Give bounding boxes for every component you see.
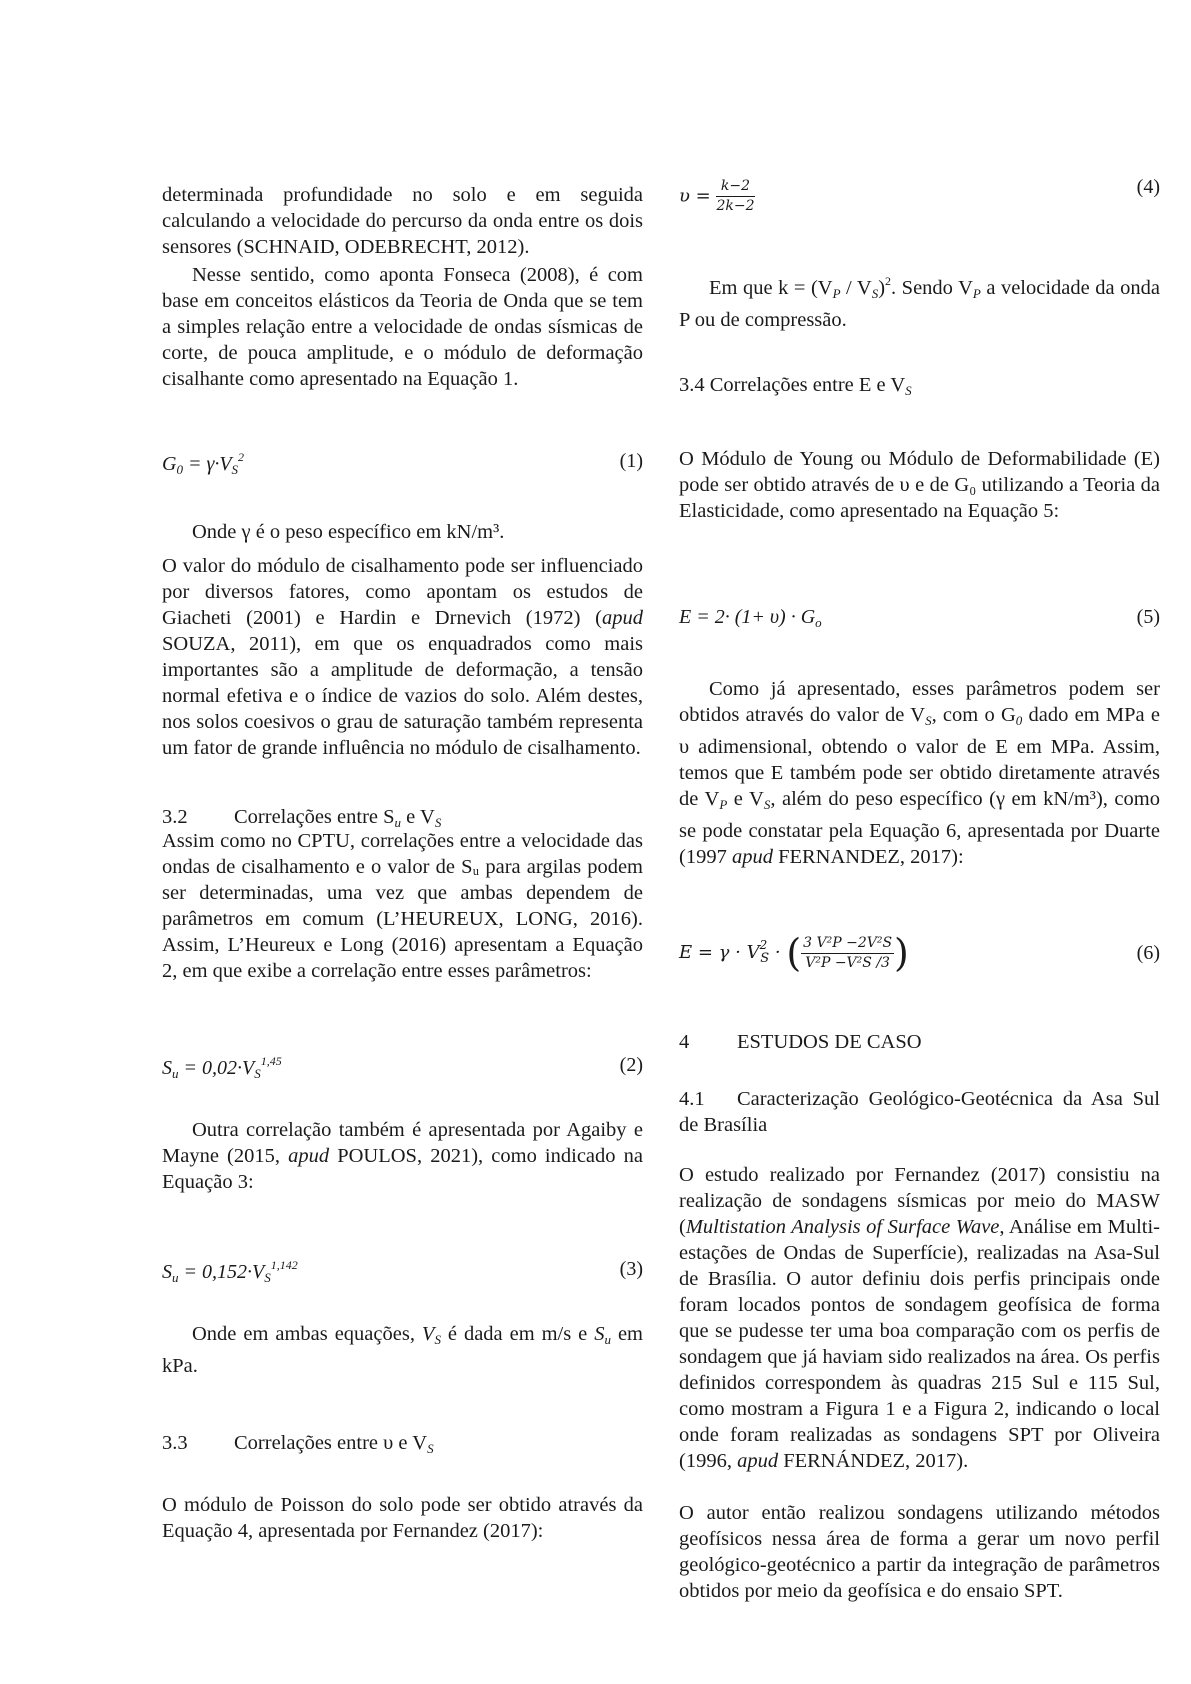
heading-3-3: 3.3 Correlações entre υ e $V_S$ (162, 1432, 434, 1456)
paragraph-left-4: O valor do módulo de cisalhamento pode ser influenciado por diversos fatores, como apontam os estudos de Giacheti (2001) e Hardin e Drnevich (1972) (apud SOUZA, 2011), em que os enquadrados como mais importantes são a amplitude de deformação, a tensão normal efetiva e o índice de vazios do solo. Além destes, nos solos coesivos o grau de saturação também representa um fator de grande influência no módulo de cisalhamento. (162, 555, 643, 759)
paragraph-left-2: Nesse sentido, como aponta Fonseca (2008), é com base em conceitos elásticos da Teoria de Onda que se tem a simples relação entre a velocidade de ondas sísmicas de corte, de pouca amplitude, e o módulo de deformação cisalhante como apresentado na Equação 1. (162, 264, 643, 390)
equation-1-number: (1) (619, 450, 643, 472)
equation-3-number: (3) (619, 1258, 643, 1280)
equation-4: υ = $\frac{k-2}{2k-2}$ (4) (679, 176, 1160, 214)
paragraph-right-2: O Módulo de Young ou Módulo de Deformabilidade (E) pode ser obtido através de υ e de G₀ utilizando a Teoria da Elasticidade, como apresentado na Equação 5: (679, 448, 1160, 522)
paragraph-left-3: Onde γ é o peso específico em kN/m³. (192, 521, 505, 543)
paragraph-left-7: Onde em ambas equações, $V_S$ é dada em m/s e $S_u$ em kPa. (162, 1323, 644, 1377)
equation-6-number: (6) (1136, 942, 1160, 964)
paragraph-right-3: Como já apresentado, esses parâmetros podem ser obtidos através do valor de $V_S$, com o $G_0$ dado em MPa e υ adimensional, obtendo o valor de E em MPa. Assim, temos que E também pode ser obtido diretamente através de $V_P$ e $V_S$, além do peso específico (γ em kN/m³), como se pode constatar pela Equação 6, apresentada por Duarte (1997 apud FERNANDEZ, 2017): (679, 678, 1160, 868)
equation-2: $S_u = 0,02\cdot V_S^{1,45}$ (2) (162, 1054, 643, 1081)
equation-2-number: (2) (619, 1054, 643, 1076)
equation-6: $E = \gamma \cdot V^2_S$ · ( $\frac{\text{3 V²P −2V²S}}{\text{V²P −V²S /3}}$ ) (6) (679, 931, 1160, 975)
equation-5-number: (5) (1136, 606, 1160, 628)
paragraph-left-5: Assim como no CPTU, correlações entre a velocidade das ondas de cisalhamento e o valor de Sᵤ para argilas podem ser determinadas, uma vez que ambas dependem de parâmetros em comum (L’HEUREUX, LONG, 2016). Assim, L’Heureux e Long (2016) apresentam a Equação 2, em que exibe a correlação entre esses parâmetros: (162, 830, 643, 982)
paragraph-left-6: Outra correlação também é apresentada por Agaiby e Mayne (2015, apud POULOS, 2021), como indicado na Equação 3: (162, 1119, 643, 1193)
heading-4-1: 4.1 Caracterização Geológico-Geotécnica da Asa Sul de Brasília (679, 1088, 1160, 1136)
heading-3-2: 3.2 Correlações entre $S_u$ e $V_S$ (162, 806, 442, 830)
heading-3-4: 3.4 Correlações entre E e $V_S$ (679, 374, 912, 398)
equation-5: $E = 2\cdot (1+ \upsilon) \cdot G_o$ (5) (679, 606, 1160, 630)
paragraph-left-8: O módulo de Poisson do solo pode ser obtido através da Equação 4, apresentada por Fernandez (2017): (162, 1494, 643, 1542)
paragraph-left-1: determinada profundidade no solo e em seguida calculando a velocidade do percurso da onda entre os dois sensores (SCHNAID, ODEBRECHT, 2012). (162, 184, 643, 258)
equation-3: $S_u = 0,152\cdot V_S^{1,142}$ (3) (162, 1258, 643, 1285)
heading-4: 4 ESTUDOS DE CASO (679, 1031, 922, 1053)
equation-1: $G_0 = \gamma\cdot V_S^2$ (1) (162, 450, 643, 477)
paragraph-right-1: Em que $k = (V_P / V_S)^2$. Sendo $V_P$ a velocidade da onda P ou de compressão. (679, 274, 1160, 331)
paragraph-right-5: O autor então realizou sondagens utilizando métodos geofísicos nessa área de forma a gerar um novo perfil geológico-geotécnico a partir da integração de parâmetros obtidos por meio da geofísica e do ensaio SPT. (679, 1502, 1160, 1602)
equation-4-number: (4) (1136, 176, 1160, 198)
paragraph-right-4: O estudo realizado por Fernandez (2017) consistiu na realização de sondagens sísmicas por meio do MASW (Multistation Analysis of Surface Wave, Análise em Multi-estações de Ondas de Superfície), realizadas na Asa-Sul de Brasília. O autor definiu dois perfis principais onde foram locados pontos de sondagem geofísica de forma que se pudesse ter uma boa comparação com os perfis de sondagem que já haviam sido realizados na área. Os perfis definidos correspondem às quadras 215 Sul e 115 Sul, como mostram a Figura 1 e a Figura 2, indicando o local onde foram realizadas as sondagens SPT por Oliveira (1996, apud FERNÁNDEZ, 2017). (679, 1164, 1160, 1472)
